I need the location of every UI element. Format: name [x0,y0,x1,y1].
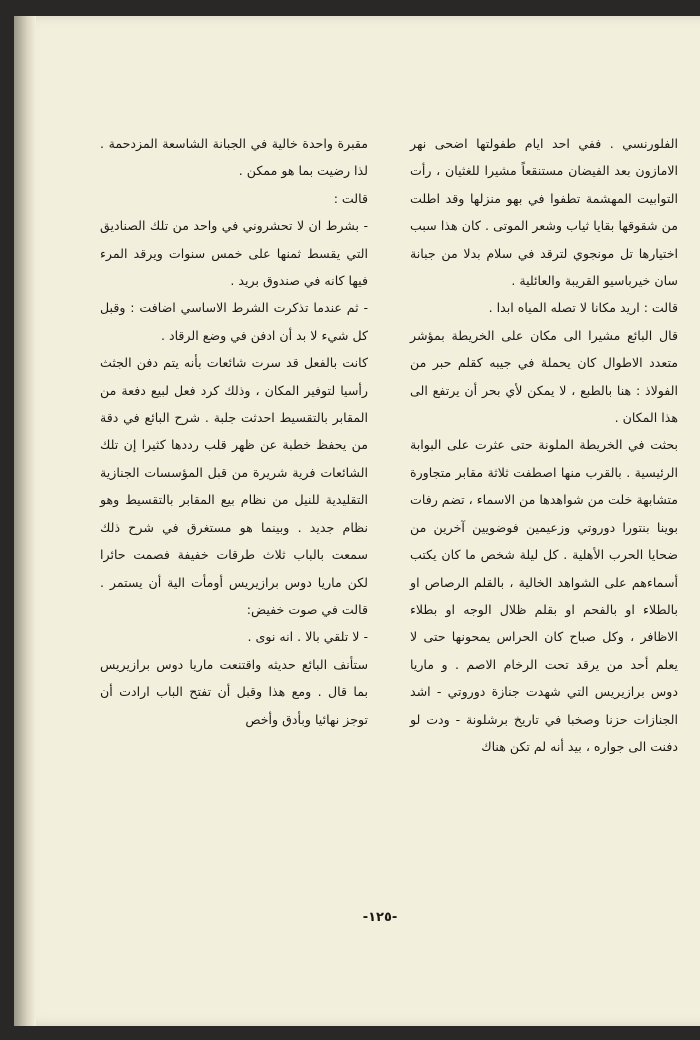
paragraph: ستأنف البائع حديثه واقتنعت ماريا دوس برازيريس بما قال . ومع هذا وقبل أن تفتح الباب ارادت أن توجز نهائيا وبأدق وأخص [100,656,368,727]
paragraph: - ثم عندما تذكرت الشرط الاساسي اضافت : وقبل كل شيء لا بد أن ادفن في وضع الرقاد . [100,300,368,343]
paragraph: قالت : اريد مكانا لا تصله المياه ابدا . [488,300,678,316]
paragraph: كانت بالفعل قد سرت شائعات بأنه يتم دفن الجثث رأسيا لتوفير المكان ، وذلك كرد فعل لبيع دفعة من المقابر بالتقسيط احدثت جلبة . شرح البائع في دقة من يحفظ خطبة عن ظهر قلب رددها كثيرا إن تلك الشائعات فرية شريرة من قبل المؤسسات الجنازية التقليدية للنيل من نظام بيع المقابر بالتقسيط وهو نظام جديد . وبينما هو مستغرق في شرح ذلك سمعت بالباب ثلاث طرقات خفيفة فصمت حائرا لكن ماريا دوس برازيريس أومأت الية أن يستمر . قالت في صوت خفيض: [100,355,368,617]
left-text-column [100,130,368,733]
paragraph: مقبرة واحدة خالية في الجبانة الشاسعة المزدحمة . لذا رضيت بما هو ممكن . [100,136,368,179]
paragraph: - بشرط ان لا تحشروني في واحد من تلك الصناديق التي يقسط ثمنها على خمس سنوات ويرقد المرء فيها كانه في صندوق بريد . [100,218,368,289]
paragraph: بحثت في الخريطة الملونة حتى عثرت على البوابة الرئيسية . بالقرب منها اصطفت ثلاثة مقابر متجاورة متشابهة خلت من شواهدها من الاسماء ، تضم رفات بوينا بنتورا دوروتي وزعيمين فوضويين آخرين من ضحايا الحرب الأهلية . كل ليلة شخص ما كان يكتب أسماءهم على الشواهد الخالية ، بالقلم الرصاص او بالطلاء او بالفحم او بقلم ظلال الوجه او بطلاء الاظافر ، وكل صباح كان الحراس يمحونها حتى لا يعلم أحد من يرقد تحت الرخام الاصم . و ماريا دوس برازيريس التي شهدت جنازة دوروتي - اشد الجنازات حزنا وصخبا في تاريخ برشلونة - ودت لو دفنت الى جواره ، بيد أنه لم تكن هناك [410,437,678,754]
paragraph: قالت : [333,190,368,206]
right-text-column [410,130,678,760]
paragraph: - لا تلقي بالا . انه نوى . [247,629,368,645]
paragraph: الفلورنسي . ففي احد ايام طفولتها اضحى نهر الامازون بعد الفيضان مستنقعاً مشيرا للغثيان ، رأت التوابيت المهشمة تطفوا في بهو منزلها وقد اطلت من شقوقها بقايا ثياب وشعر الموتى . كان هذا سبب اختيارها تل مونجوي لترقد في سلام بدلا من جبانة سان خيرباسيو القريبة والعائلية . [410,136,678,289]
page-gutter-shadow [14,16,36,1026]
paragraph: قال البائع مشيرا الى مكان على الخريطة بمؤشر متعدد الاطوال كان يحملة في جيبه كقلم حبر من الفولاذ : هنا بالطبع ، لا يمكن لأي بحر أن يرتفع الى هذا المكان . [410,327,678,426]
page-number: -١٢٥- [362,910,398,925]
